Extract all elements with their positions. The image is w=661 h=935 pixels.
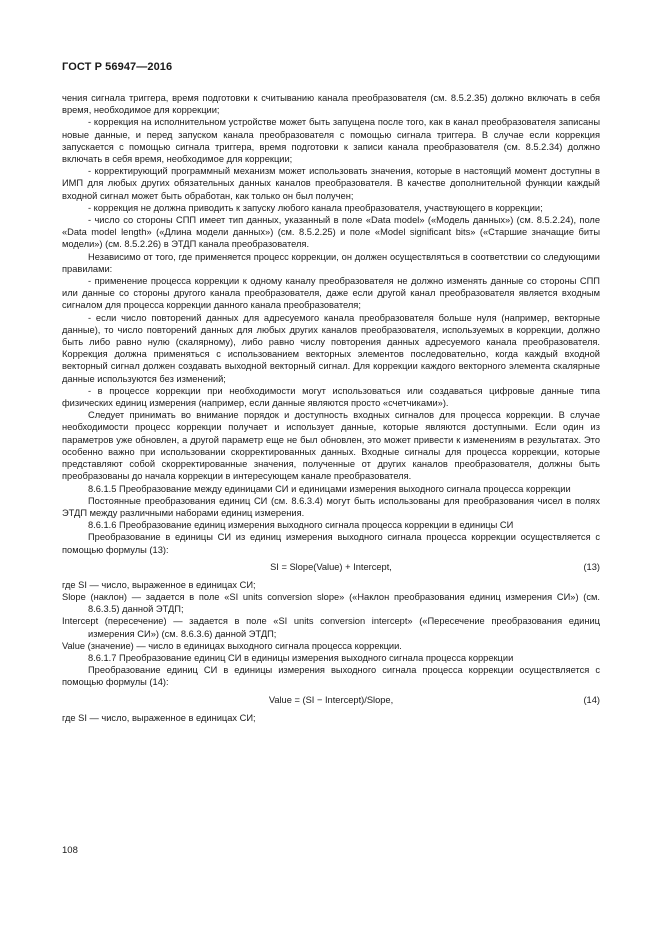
paragraph: где SI — число, выраженное в единицах СИ; — [62, 712, 256, 723]
paragraph: Постоянные преобразования единиц СИ (см. 8.6.3.4) могут быть использованы для преобразования чисел в полях ЭТДП между различными наборами единиц измерения. — [62, 495, 600, 518]
paragraph: 8.6.1.7 Преобразование единиц СИ в единицы измерения выходного сигнала процесса коррекции — [88, 652, 514, 663]
paragraph: Следует принимать во внимание порядок и доступность входных сигналов для процесса коррекции. В случае необходимости процесс коррекции получает и использует данные, которые являются доступными. Если один из параметров уже обновлен, а другой параметр еще не был обновлен, это может привести к изменениям в результатах. Это особенно важно при использовании скорректированных данных. Входные сигналы для процесса коррекции, которые представляют собой скорректированные значения, полученные от других каналов преобразователя, должны быть преобразованы до начала коррекции в интересующем канале преобразователя. — [62, 410, 600, 482]
paragraph: - корректирующий программный механизм может использовать значения, которые в настоящий момент доступны в ИМП для любых других обязательных данных каналов преобразователя. В качестве дополнительной функции каждый входной сигнал может быть обработан, как только он был получен; — [62, 166, 600, 201]
paragraph: Intercept (пересечение) — задается в поле «SI units conversion intercept» («Пересечение преобразования единиц измерения СИ») (см. 8.6.3.6) данной ЭТДП; — [62, 616, 600, 639]
formula-expression: Value = (SI − Intercept)/Slope, — [268, 694, 394, 705]
paragraph: где SI — число, выраженное в единицах СИ; — [62, 579, 256, 590]
formula — [62, 692, 600, 708]
paragraph: Slope (наклон) — задается в поле «SI units conversion slope» («Наклон преобразования единиц измерения СИ») (см. 8.6.3.5) данной ЭТДП; — [62, 591, 600, 615]
formula — [62, 559, 600, 575]
formula-number: (14) — [583, 694, 600, 705]
paragraph: чения сигнала триггера, время подготовки к считыванию канала преобразователя (см. 8.5.2.35) должно включать в себя время, необходимое для коррекции; — [62, 93, 600, 116]
paragraph: Преобразование в единицы СИ из единиц измерения выходного сигнала процесса коррекции осуществляется с помощью формулы (13): — [62, 532, 600, 555]
paragraph: - если число повторений данных для адресуемого канала преобразователя больше нуля (например, векторные данные), то число повторений данных для любых других каналов преобразователя, используемых в коррекции, должно быть либо равно нулю (скалярному), либо равно числу повторения данных адресуемого канала преобразователя. Коррекция должна применяться с использованием векторных элементов последовательно, когда каждый входной векторный сигнал должен создавать выходной векторный сигнал. Для коррекции каждого векторного элемента скалярные данные используются без изменений; — [62, 312, 600, 384]
paragraph: 8.6.1.6 Преобразование единиц измерения выходного сигнала процесса коррекции в единицы СИ — [88, 520, 514, 531]
formula-expression: SI = Slope(Value) + Intercept, — [270, 561, 392, 572]
paragraph: Независимо от того, где применяется процесс коррекции, он должен осуществляться в соответствии со следующими правилами: — [62, 251, 600, 274]
paragraph: Преобразование единиц СИ в единицы измерения выходного сигнала процесса коррекции осуществляется с помощью формулы (14): — [62, 665, 600, 688]
body-text — [62, 92, 600, 724]
page-number: 108 — [62, 845, 78, 856]
paragraph: - коррекция на исполнительном устройстве может быть запущена после того, как в канал преобразователя записаны новые данные, и перед запуском канала преобразователя с помощью сигнала триггера. В случае если коррекция запускается с помощью сигнала триггера, время подготовки к записи канала преобразователя (см. 8.5.2.34) должно включать в себя время, необходимое для коррекции; — [62, 117, 600, 165]
paragraph: Value (значение) — число в единицах выходного сигнала процесса коррекции. — [62, 640, 402, 651]
paragraph: - в процессе коррекции при необходимости могут использоваться или создаваться цифровые данные типа физических единиц измерения (например, если данные являются просто «счетчиками»). — [62, 385, 600, 409]
paragraph: - применение процесса коррекции к одному каналу преобразователя не должно изменять данные со стороны СПП или данные со стороны другого канала преобразователя, даже если другой канал преобразователя является входным сигналом для процесса коррекции данного канала преобразователя; — [62, 276, 600, 311]
paragraph: - число со стороны СПП имеет тип данных, указанный в поле «Data model» («Модель данных») (см. 8.5.2.24), поле «Data model length» («Длина модели данных») (см. 8.5.2.25) и поле «Model significant bits» («Старшие значащие биты модели») (см. 8.5.2.26) в ЭТДП канала преобразователя. — [62, 215, 600, 250]
formula-number: (13) — [583, 561, 600, 572]
paragraph: 8.6.1.5 Преобразование между единицами СИ и единицами измерения выходного сигнала процесса коррекции — [88, 483, 571, 494]
standard-header: ГОСТ Р 56947—2016 — [62, 61, 173, 73]
paragraph: - коррекция не должна приводить к запуску любого канала преобразователя, участвующего в коррекции; — [88, 202, 543, 213]
